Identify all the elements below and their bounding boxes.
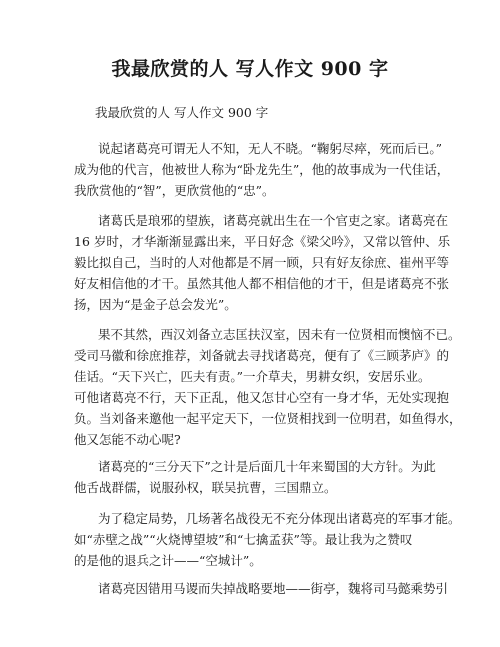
paragraph-5 [74,508,461,571]
text-line: 负。当刘备来邀他一起平定天下，一位贤相找到一位明君，如鱼得水， [74,411,462,426]
paragraph-2 [74,210,451,315]
paragraph-6 [74,578,449,599]
text-line: 16 岁时，才华渐渐显露出来，平日好念《梁父吟》，又常以管仲、乐 [74,234,451,249]
text-line: 佳话。“天下兴亡，匹夫有责。”一介草夫，男耕女织，安居乐业。 [74,369,431,384]
document-subtitle: 我最欣赏的人 写人作文 900 字 [95,105,269,120]
text-line: 扬，因为“是金子总会发光”。 [74,297,237,312]
text-line: 受司马徽和徐庶推荐，刘备就去寻找诸葛亮，便有了《三顾茅庐》的 [74,348,450,363]
text-line: 可他诸葛亮不行，天下正乱，他又怎甘心空有一身才华，无处实现抱 [74,390,450,405]
text-line: 诸葛亮的“三分天下”之计是后面几十年来蜀国的大方针。为此 [98,459,436,474]
text-line: 他舌战群儒，说服孙权，联吴抗曹，三国鼎立。 [74,480,337,495]
text-line: 好友相信他的才干。虽然其他人都不相信他的才干，但是诸葛亮不张 [74,276,450,291]
text-line: 我欣赏他的“智”，更欣赏他的“忠”。 [74,183,275,198]
text-line: 果不其然，西汉刘备立志匡扶汉室，因未有一位贤相而懊恼不已。 [98,327,461,342]
text-line: 诸葛亮因错用马谡而失掉战略要地——街亭，魏将司马懿乘势引 [98,581,449,596]
paragraph-3 [74,324,462,450]
text-line: 为了稳定局势，几场著名战役无不充分体现出诸葛亮的军事才能。 [98,511,461,526]
text-line: 诸葛氏是琅邪的望族，诸葛亮就出生在一个官吏之家。诸葛亮在 [98,213,449,228]
text-line: 如“赤壁之战”“火烧博望坡”和“七擒孟获”等。最让我为之赞叹 [74,532,413,547]
paragraph-1 [74,138,450,201]
text-line: 成为他的代言，他被世人称为“卧龙先生”，他的故事成为一代佳话， [74,162,450,177]
text-line: 的是他的退兵之计——“空城计”。 [74,553,262,568]
text-line: 说起诸葛亮可谓无人不知，无人不晓。“鞠躬尽瘁，死而后已。” [98,141,443,156]
document-title: 我最欣赏的人 写人作文 900 字 [111,58,389,80]
paragraph-4 [74,456,434,498]
text-line: 毅比拟自己，当时的人对他都是不屑一顾，只有好友徐庶、崔州平等 [74,255,450,270]
text-line: 他又怎能不动心呢? [74,432,181,447]
